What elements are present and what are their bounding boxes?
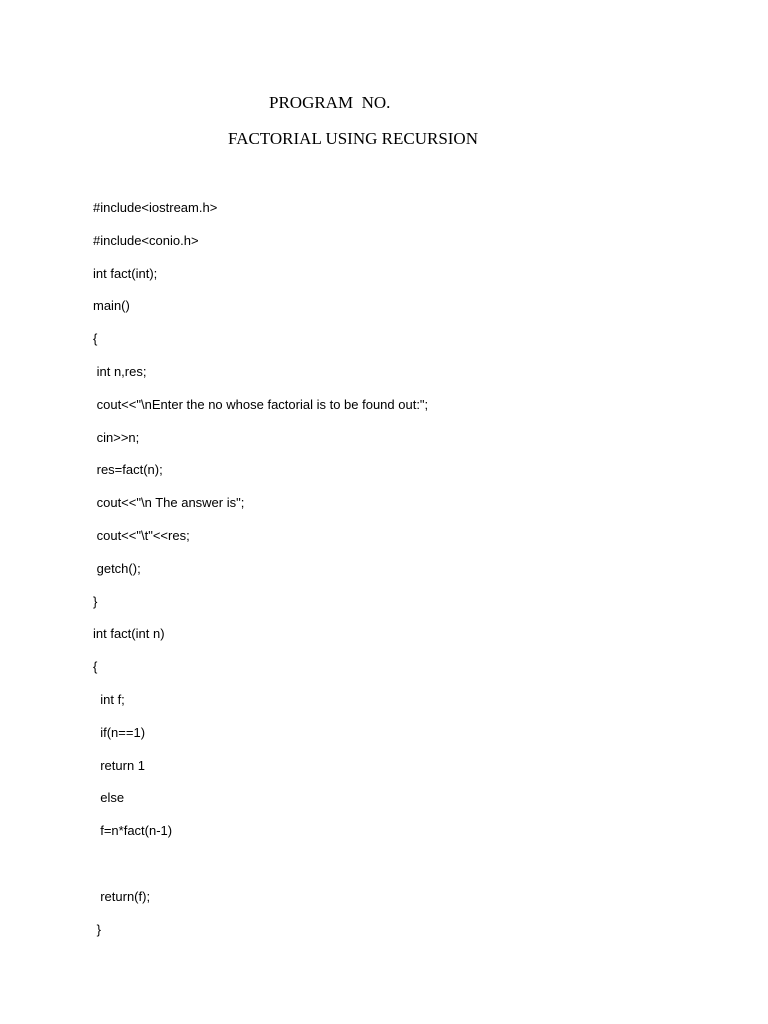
- code-line: return 1: [93, 757, 146, 773]
- code-line: #include<iostream.h>: [93, 200, 218, 215]
- code-line: f=n*fact(n-1): [93, 823, 173, 839]
- code-line: int n,res;: [93, 364, 147, 379]
- code-line: return(f);: [93, 888, 151, 904]
- code-line: if(n==1): [93, 724, 146, 740]
- code-line: #include<conio.h>: [93, 232, 199, 248]
- code-line: res=fact(n);: [93, 462, 163, 478]
- code-line: cout<<"\n The answer is";: [93, 495, 245, 511]
- code-line: getch();: [93, 560, 141, 576]
- code-line: else: [93, 790, 125, 806]
- code-line: int fact(int);: [93, 265, 158, 281]
- program-title: FACTORIAL USING RECURSION: [228, 129, 478, 148]
- code-line: {: [93, 331, 98, 347]
- code-line: int f;: [93, 692, 125, 707]
- code-line: {: [93, 659, 98, 675]
- code-line: int fact(int n): [93, 626, 165, 642]
- code-line: main(): [93, 298, 130, 314]
- program-number-heading: PROGRAM NO.: [269, 93, 391, 112]
- code-line: cout<<"\t"<<res;: [93, 528, 190, 543]
- code-line: cin>>n;: [93, 429, 140, 445]
- code-line: }: [93, 593, 98, 609]
- code-line: }: [93, 921, 101, 937]
- code-line: cout<<"\nEnter the no whose factorial is to be found out:";: [93, 396, 429, 412]
